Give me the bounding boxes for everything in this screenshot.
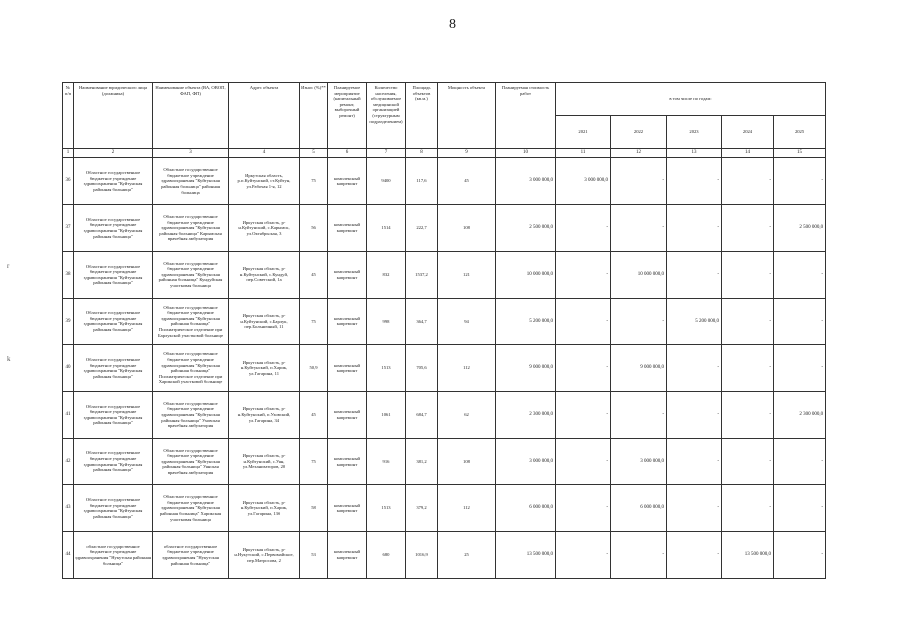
object-capacity: 45 — [438, 158, 496, 205]
entity-name: Областное государственное бюджетное учреждение здравоохранения "Куйтунская районная больница" — [74, 485, 153, 532]
total-cost: 9 000 000,0 — [496, 345, 556, 392]
wear-percent: 75 — [300, 298, 328, 345]
object-area: 1537,2 — [406, 251, 438, 298]
cost-2023: - — [667, 205, 722, 252]
population-served: 832 — [367, 251, 406, 298]
cost-2022: 10 000 000,0 — [611, 251, 667, 298]
cost-2025: - — [774, 532, 826, 579]
cost-2022: - — [611, 205, 667, 252]
wear-percent: 45 — [300, 251, 328, 298]
header-year-2024: 2024 — [722, 115, 774, 148]
entity-name: Областное государственное бюджетное учреждение здравоохранения "Куйтунская районная больница" — [74, 438, 153, 485]
cost-2021: - — [556, 205, 611, 252]
cost-2023: - — [667, 391, 722, 438]
cost-2021: - — [556, 532, 611, 579]
column-number: 6 — [328, 148, 367, 158]
row-number: 38 — [63, 251, 74, 298]
table-row — [63, 251, 826, 298]
cost-2022: - — [611, 391, 667, 438]
header-capacity: Мощность объекта — [438, 83, 496, 149]
entity-name: Областное государственное бюджетное учреждение здравоохранения "Куйтунская районная больница" — [74, 391, 153, 438]
cost-2025: 2 500 000,0 — [774, 205, 826, 252]
planned-event: комплексный капремонт — [328, 158, 367, 205]
row-number: 40 — [63, 345, 74, 392]
column-number: 4 — [229, 148, 300, 158]
cost-2025: - — [774, 158, 826, 205]
population-served: 916 — [367, 438, 406, 485]
total-cost: 3 000 000,0 — [496, 438, 556, 485]
column-number: 13 — [667, 148, 722, 158]
margin-mark-2: k — [7, 355, 11, 363]
table-row — [63, 345, 826, 392]
cost-2021: - — [556, 251, 611, 298]
cost-2023: - — [667, 438, 722, 485]
column-number: 14 — [722, 148, 774, 158]
object-capacity: 112 — [438, 345, 496, 392]
cost-2021: - — [556, 438, 611, 485]
header-entity: Наименование юридического лица (должника) — [74, 83, 153, 149]
wear-percent: 53 — [300, 532, 328, 579]
cost-2024: 13 500 000,0 — [722, 532, 774, 579]
object-area: 222,7 — [406, 205, 438, 252]
column-number: 1 — [63, 148, 74, 158]
cost-2024: - — [722, 251, 774, 298]
cost-2021: - — [556, 485, 611, 532]
wear-percent: 56 — [300, 205, 328, 252]
entity-name: Областное государственное бюджетное учреждение здравоохранения "Куйтунская районная больница" — [74, 251, 153, 298]
row-number: 37 — [63, 205, 74, 252]
header-total-cost: Планируемая стоимость работ — [496, 83, 556, 149]
column-number: 12 — [611, 148, 667, 158]
entity-name: Областное государственное бюджетное учреждение здравоохранения "Куйтунская районная больница" — [74, 298, 153, 345]
column-number: 15 — [774, 148, 826, 158]
cost-2024: - — [722, 205, 774, 252]
population-served: 1513 — [367, 345, 406, 392]
row-number: 41 — [63, 391, 74, 438]
header-years-group: в том числе по годам: — [556, 83, 826, 116]
cost-2024: - — [722, 438, 774, 485]
cost-2021: 3 000 000,0 — [556, 158, 611, 205]
object-name: областное государственное бюджетное учреждение здравоохранения "Нукутская районная больница" — [153, 532, 229, 579]
object-area: 364,7 — [406, 298, 438, 345]
population-served: 1514 — [367, 205, 406, 252]
cost-2022: 6 000 000,0 — [611, 485, 667, 532]
column-number: 11 — [556, 148, 611, 158]
object-area: 381,2 — [406, 438, 438, 485]
cost-2024: - — [722, 391, 774, 438]
object-capacity: 108 — [438, 205, 496, 252]
cost-2024: - — [722, 485, 774, 532]
planned-event: комплексный капремонт — [328, 485, 367, 532]
row-number: 36 — [63, 158, 74, 205]
header-year-2023: 2023 — [667, 115, 722, 148]
object-capacity: 121 — [438, 251, 496, 298]
planned-event: комплексный капремонт — [328, 391, 367, 438]
header-year-2025: 2025 — [774, 115, 826, 148]
population-served: 9400 — [367, 158, 406, 205]
object-area: 379,2 — [406, 485, 438, 532]
column-number: 7 — [367, 148, 406, 158]
header-address: Адрес объекта — [229, 83, 300, 149]
cost-2021: - — [556, 298, 611, 345]
object-address: Иркутская область, р-н.Куйтунский, с.Карымск, ул.Октябрьская, 3 — [229, 205, 300, 252]
column-number: 3 — [153, 148, 229, 158]
row-number: 44 — [63, 532, 74, 579]
object-capacity: 108 — [438, 438, 496, 485]
object-capacity: 62 — [438, 391, 496, 438]
object-name: Областное государственное бюджетное учреждение здравоохранения "Куйтунская районная больница" Харикская участковая больница — [153, 485, 229, 532]
wear-percent: 75 — [300, 438, 328, 485]
object-capacity: 112 — [438, 485, 496, 532]
object-name: Областное государственное бюджетное учреждение здравоохранения "Куйтунская районная больница" Психиатрическое отделение при Барлукской участковой больнице — [153, 298, 229, 345]
header-object: Наименование объекта (ВА, ОВОП, ФАП, ФП) — [153, 83, 229, 149]
cost-2022: 3 000 000,0 — [611, 438, 667, 485]
column-number: 8 — [406, 148, 438, 158]
header-year-2021: 2021 — [556, 115, 611, 148]
entity-name: Областное государственное бюджетное учреждение здравоохранения "Куйтунская районная больница" — [74, 205, 153, 252]
table-row — [63, 298, 826, 345]
cost-2025: - — [774, 298, 826, 345]
cost-2023: - — [667, 345, 722, 392]
cost-2023: - — [667, 532, 722, 579]
wear-percent: 45 — [300, 391, 328, 438]
object-area: 117,6 — [406, 158, 438, 205]
population-served: 1513 — [367, 485, 406, 532]
object-name: Областное государственное бюджетное учреждение здравоохранения "Куйтунская районная больница" Уховская врачебная амбулатория — [153, 391, 229, 438]
cost-2024: - — [722, 345, 774, 392]
table-row — [63, 391, 826, 438]
column-number: 5 — [300, 148, 328, 158]
object-address: Иркутская область, р-н.Куйтунский, с.Кундуй, пер.Советский, 1а — [229, 251, 300, 298]
planned-event: комплексный капремонт — [328, 438, 367, 485]
header-no: № п/п — [63, 83, 74, 149]
entity-name: областное государственное бюджетное учреждение здравоохранения "Нукутская районная больница" — [74, 532, 153, 579]
column-number: 9 — [438, 148, 496, 158]
cost-2023: - — [667, 158, 722, 205]
total-cost: 2 500 000,0 — [496, 205, 556, 252]
table-row — [63, 158, 826, 205]
planned-event: комплексный капремонт — [328, 345, 367, 392]
row-number: 42 — [63, 438, 74, 485]
cost-2025: 2 300 000,0 — [774, 391, 826, 438]
page-number: 8 — [449, 17, 456, 32]
object-capacity: 25 — [438, 532, 496, 579]
row-number: 39 — [63, 298, 74, 345]
cost-2022: - — [611, 298, 667, 345]
object-name: Областное государственное бюджетное учреждение здравоохранения "Куйтунская районная больница" районная больница — [153, 158, 229, 205]
population-served: 1061 — [367, 391, 406, 438]
cost-2025: - — [774, 438, 826, 485]
object-capacity: 94 — [438, 298, 496, 345]
object-area: 1016,9 — [406, 532, 438, 579]
table-row — [63, 485, 826, 532]
table-row — [63, 205, 826, 252]
cost-2021: - — [556, 345, 611, 392]
object-name: Областное государственное бюджетное учреждение здравоохранения "Куйтунская районная больница" Карымская врачебная амбулатория — [153, 205, 229, 252]
header-wear: Износ (%)** — [300, 83, 328, 149]
object-name: Областное государственное бюджетное учреждение здравоохранения "Куйтунская районная больница" Кундуйская участковая больница — [153, 251, 229, 298]
object-area: 705,6 — [406, 345, 438, 392]
planned-event: комплексный капремонт — [328, 251, 367, 298]
header-year-2022: 2022 — [611, 115, 667, 148]
total-cost: 13 500 000,0 — [496, 532, 556, 579]
table-row — [63, 532, 826, 579]
object-address: Иркутская область, р.п.Куйтунский, ст.Куйтун, ул.Рабочая 1-я, 12 — [229, 158, 300, 205]
object-name: Областное государственное бюджетное учреждение здравоохранения "Куйтунская районная больница" Уянская врачебная амбулатория — [153, 438, 229, 485]
cost-2021: - — [556, 391, 611, 438]
cost-2025: - — [774, 251, 826, 298]
total-cost: 10 000 000,0 — [496, 251, 556, 298]
planned-event: комплексный капремонт — [328, 532, 367, 579]
object-address: Иркутская область, р-н.Куйтунский, с.Барлук, пер.Больничный, 11 — [229, 298, 300, 345]
column-number-row — [63, 148, 826, 158]
header-area: Площадь объектов (кв.м.) — [406, 83, 438, 149]
entity-name: Областное государственное бюджетное учреждение здравоохранения "Куйтунская районная больница" — [74, 345, 153, 392]
wear-percent: 58 — [300, 485, 328, 532]
header-population: Количество населения, обслуживаемое медицинской организацией (структурным подразделением) — [367, 83, 406, 149]
header-event: Планируемое мероприятие (капитальный ремонт, выборочный ремонт) — [328, 83, 367, 149]
entity-name: Областное государственное бюджетное учреждение здравоохранения "Куйтунская районная больница" — [74, 158, 153, 205]
object-address: Иркутская область, р-н.Куйтунский, п.Уховский, ул.Гагарина, 34 — [229, 391, 300, 438]
table-row — [63, 438, 826, 485]
planned-event: комплексный капремонт — [328, 298, 367, 345]
cost-2023: - — [667, 251, 722, 298]
margin-mark-1: r — [7, 262, 10, 270]
column-number: 2 — [74, 148, 153, 158]
wear-percent: 75 — [300, 158, 328, 205]
repair-plan-table — [62, 82, 826, 579]
planned-event: комплексный капремонт — [328, 205, 367, 252]
cost-2025: - — [774, 345, 826, 392]
cost-2022: - — [611, 158, 667, 205]
cost-2024: - — [722, 298, 774, 345]
cost-2024: - — [722, 158, 774, 205]
cost-2022: 9 000 000,0 — [611, 345, 667, 392]
column-number: 10 — [496, 148, 556, 158]
wear-percent: 50,9 — [300, 345, 328, 392]
cost-2022: - — [611, 532, 667, 579]
object-address: Иркутская область, р-н.Куйтунский, с.Уян, ул.Механизаторов, 20 — [229, 438, 300, 485]
cost-2023: - — [667, 485, 722, 532]
object-address: Иркутская область, р-н.Нукутский, с.Первомайское, пер.Матросова, 2 — [229, 532, 300, 579]
total-cost: 6 000 000,0 — [496, 485, 556, 532]
population-served: 998 — [367, 298, 406, 345]
cost-2025: - — [774, 485, 826, 532]
cost-2023: 5 200 000,0 — [667, 298, 722, 345]
object-address: Иркутская область, р-н.Куйтунский, п.Харик, ул.Гагарина, 11 — [229, 345, 300, 392]
object-area: 684,7 — [406, 391, 438, 438]
object-name: Областное государственное бюджетное учреждение здравоохранения "Куйтунская районная больница" Психиатрическое отделение при Харикской участковой больнице — [153, 345, 229, 392]
total-cost: 2 300 000,0 — [496, 391, 556, 438]
object-address: Иркутская область, р-н.Куйтунский, п.Харик, ул.Гагарина, 13б — [229, 485, 300, 532]
row-number: 43 — [63, 485, 74, 532]
total-cost: 5 200 000,0 — [496, 298, 556, 345]
total-cost: 3 000 000,0 — [496, 158, 556, 205]
population-served: 680 — [367, 532, 406, 579]
